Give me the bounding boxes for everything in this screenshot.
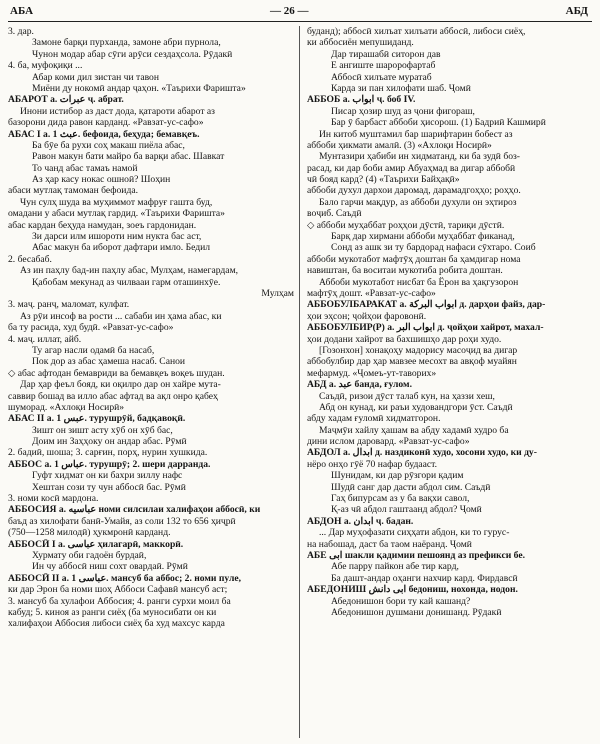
text-line: АБДОН а. ابدان ҷ. бадан. xyxy=(307,515,414,527)
text-line: аббобулбир дар ҳар мавзее месохт ва авқоф муайян xyxy=(307,356,517,368)
text-line: АБЕ ابی шакли қадимии пешоянд аз префикси бе. xyxy=(307,549,525,561)
text-line: 3. номи косӣ мардона. xyxy=(8,493,99,505)
text-line: Абедонишон душмани донишанд. Рӯдакӣ xyxy=(331,606,502,618)
text-line: АБДОЛ а. ابدال д. наздиконӣ худо, хосони худо, ки ду- xyxy=(307,447,537,459)
text-line: абду хадам ғуломӣ хидматгорон. xyxy=(307,413,441,425)
text-line: Миёни ду нокомӣ андар ҷаҳон. «Таърихи Фаришта» xyxy=(32,82,246,94)
text-line: нёро онҳо гӯё 70 нафар будааст. xyxy=(307,458,437,470)
text-line: АББОСӢ I а. عباسی ҳилагарӣ, маккорӣ. xyxy=(8,538,184,550)
text-line: аббоби ҳикмати амалӣ. (3) «Ахлоқи Носирӣ» xyxy=(307,139,492,151)
text-line: 2. бесабаб. xyxy=(8,253,52,265)
text-line: Қабобам мекунад аз чилвааи гарм оташинхӯе. xyxy=(32,276,221,288)
text-line: Аз рӯи инсоф ва рости ... сабаби ин ҳама абас, ки xyxy=(20,310,222,322)
text-line: Аз ин паҳлу бад-ин паҳлу абас, Мулҳам, намегардам, xyxy=(20,265,239,277)
text-line: расад, ки дар боби амир Абуаҳмад ва дигар аббобӣ xyxy=(307,162,516,174)
text-line: халифаҳои Аббосия либоси сиёҳ ба худ махсус карда xyxy=(8,618,225,630)
header-rule xyxy=(8,21,592,22)
text-line: ҳои эҳсон; ҷойҳои фаровонӣ. xyxy=(307,310,427,322)
text-line: Аббосӣ хилъате муратаб xyxy=(331,71,432,83)
text-line: Аз ҳар касу нокас ошноӣ? Шоҳин xyxy=(32,174,171,186)
right-column xyxy=(307,26,593,618)
text-line: Доим ин Заҳҳоку он андар абас. Рӯмӣ xyxy=(32,436,187,448)
text-line: (750—1258 милодӣ) ҳукмронӣ карданд. xyxy=(8,527,171,539)
text-line: буданд); аббосӣ хилъат хилъати аббосӣ, либоси сиёҳ, xyxy=(307,26,526,37)
text-line: То чанд абас тамаъ намой xyxy=(32,162,138,174)
text-line: Мулҳам xyxy=(261,287,294,299)
text-line: абаси мутлақ тамоман бефоида. xyxy=(8,185,138,197)
text-line: Писар ҳозир шуд аз ҷони фигораш, xyxy=(331,105,475,117)
text-line: Хештан сози ту чун аббосӣ бас. Рӯмӣ xyxy=(32,481,186,493)
text-line: Ба бӯе ба рухи соҳ макаш пиёла абас, xyxy=(32,139,185,151)
header-right-guide-word: АБД xyxy=(565,5,588,17)
text-line: кабуд; 5. киноя аз ранги сиёҳ (ба муносибати он ки xyxy=(8,606,217,618)
header-left-guide-word: АБА xyxy=(10,5,34,17)
text-line: навиштан, ба воситаи мукотиба робита доштан. xyxy=(307,265,503,277)
text-line: саввир бошад ва илло абас афтад ва ақл онро қабеҳ xyxy=(8,390,218,402)
text-line: ◇ абас афтодан бемавриди ва бемавқеъ воқеъ шудан. xyxy=(8,367,225,379)
text-line: АББОСИЯ а. عباسیه номи силсилаи халифаҳои аббосӣ, ки xyxy=(8,504,261,516)
text-line: ... Дар муҳофазати сиҳҳати абдон, ки то гурус- xyxy=(319,527,510,539)
text-line: Бар ӯ барбаст аббоби ҳисорош. (1) Бадриӣ Кашмирӣ xyxy=(331,117,546,129)
page-number: — 26 — xyxy=(270,5,309,17)
text-line: АБАС II а. عبس 1. турушрӯй, бадқавоқӣ. xyxy=(8,413,186,425)
text-line: Замоне барқи пурханда, замоне абри пурнола, xyxy=(32,37,221,49)
left-column xyxy=(8,26,294,630)
text-line: АББОБУЛБАРАКАТ а. ابواب البركة д. дарҳои файз, дар- xyxy=(307,299,546,311)
text-line: Абедонишон бори ту кай кашанд? xyxy=(331,595,471,607)
text-line: Карда зи пан хилофати шаб. Ҷомӣ xyxy=(331,82,471,94)
column-divider xyxy=(299,26,300,738)
text-line: Абар коми дил зистан чи тавон xyxy=(32,71,159,83)
text-line: Ин китоб муштамил бар шарифтарин бобест аз xyxy=(319,128,513,140)
text-line: аббоби духул дархои даромад, дарамадгоҳҳо; роҳҳо. xyxy=(307,185,521,197)
text-line: Абе парру пайкон абе тир кард, xyxy=(331,561,459,573)
text-line: Маҷмӯи хайлу ҳашам ва абду хадамӣ худро ба xyxy=(319,424,509,436)
text-line: Хурмату оби гадоён бурдаӣ, xyxy=(32,549,147,561)
text-line: Чун сулҳ шуда ва муҳиммот мафруғ гашта буд, xyxy=(20,196,213,208)
text-line: Зи дарси илм ишороти ним нукта бас аст, xyxy=(32,231,202,243)
text-line: чӣ бояд кард? (4) «Таърихи Байҳақӣ» xyxy=(307,174,460,186)
text-line: 2. бадиӣ, шоша; 3. сарғин, порҳ, нурин хушкида. xyxy=(8,447,208,459)
text-line: 3. мансуб ба хулафои Аббосия; 4. ранги сурхи моил ба xyxy=(8,595,231,607)
text-line: омадани у абаси мутлақ гардид. «Таърихи Фаришта» xyxy=(8,208,225,220)
text-line: ки дар Эрон ба номи шоҳ Аббоси Сафавӣ мансуб аст; xyxy=(8,584,228,596)
text-line: Ба дашт-андар оҳанги нахчир кард. Фирдавсӣ xyxy=(331,572,518,584)
text-line: АБЕДОНИШ ابی دانش бедониш, нохонда, нодон. xyxy=(307,584,518,596)
text-line: Гуфт хидмат он ки бахри зиллу нафс xyxy=(32,470,183,482)
text-line: Гаҳ бипурсам аз у ба вақхи савол, xyxy=(331,493,470,505)
text-line: на набошад, даст ба таом наёранд. Ҷомӣ xyxy=(307,538,472,550)
text-line: Мунтазири ҳабиби ин хидматанд, ки ба зудӣ боз- xyxy=(319,151,520,163)
text-line: Бало гарчи мақдур, аз аббоби духули он эҳтироз xyxy=(319,196,517,208)
text-line: Шунидам, ки дар рӯзгори қадим xyxy=(331,470,464,482)
text-line: АББОБ а. ابواب ҷ. боб IV. xyxy=(307,94,416,106)
text-line: ◇ аббоби муҳаббат роҳҳои дӯстӣ, тариқи дӯстӣ. xyxy=(307,219,505,231)
text-line: Дар ҳар феъл бояд, ки оқилро дар он хайре мута- xyxy=(20,379,221,391)
text-line: дини ислом даровард. «Равзат-ус-сафо» xyxy=(307,436,470,448)
text-line: абас кардан беҳуда намудан, зоеъ гардонидан. xyxy=(8,219,197,231)
text-line: Шудӣ санг дар дасти абдол сим. Саъдӣ xyxy=(331,481,491,493)
text-line: Абд он кунад, ки раъи худовандгори ӯст. Саъдӣ xyxy=(319,401,513,413)
text-line: АБД а. عبد банда, ғулом. xyxy=(307,379,412,391)
page-header xyxy=(0,5,600,19)
text-line: АББОС а. عباس 1. турушрӯ; 2. шери дарранда. xyxy=(8,458,211,470)
text-line: мафтӯҳ дошт. «Равзат-ус-сафо» xyxy=(307,287,436,299)
text-line: ба ту расида, худ будӣ. «Равзат-ус-сафо» xyxy=(8,322,174,334)
text-line: 3. маҷ. ранҷ, маломат, кулфат. xyxy=(8,299,130,311)
text-line: аббоби мукотабот мафтӯҳ доштан ба ҳамдигар нома xyxy=(307,253,521,265)
text-line: Абас макун ба иборот дафтари имло. Бедил xyxy=(32,242,211,254)
text-line: Саъдӣ, ризои дӯст талаб кун, на ҳаззи хеш, xyxy=(319,390,495,402)
text-line: Сонд аз ашк зи ту бардорад нафаси сӯхтаро. Соиб xyxy=(331,242,536,254)
text-line: Қ-аз чӣ абдол гаштаанд абдол? Ҷомӣ xyxy=(331,504,482,516)
text-line: шуморад. «Ахлоқи Носирӣ» xyxy=(8,401,125,413)
text-line: Инони истибор аз даст дода, қатарoти абарот аз xyxy=(20,105,215,117)
text-line: Ин чу аббосӣ ниш сохт овардаӣ. Рӯмӣ xyxy=(32,561,188,573)
text-line: мефармуд. «Ҷомеъ-ут-таворих» xyxy=(307,367,437,379)
text-line: АББОСӢ II а. عباسی 1. мансуб ба аббос; 2. номи пуле, xyxy=(8,572,241,584)
text-line: Равон макун бати майро ба варқи абас. Шавкат xyxy=(32,151,225,163)
text-line: баъд аз хилофати банӣ-Умайя, аз соли 132 то 656 ҳиҷрӣ xyxy=(8,515,236,527)
text-line: Ту агар насли одамӣ ба насаб, xyxy=(32,344,155,356)
text-line: ки аббосиён мепушиданд. xyxy=(307,37,414,49)
text-line: Чунон модар абар сӯги арӯси сездаҳсола. Рӯдакӣ xyxy=(32,48,233,60)
text-line: Зишт он зишт асту хӯб он хӯб бас, xyxy=(32,424,173,436)
text-line: Пок дор аз абас ҳамеша насаб. Санои xyxy=(32,356,186,368)
text-line: Дар тирашабӣ ситорон дав xyxy=(331,48,441,60)
text-line: 4. маҷ. иллат, айб. xyxy=(8,333,82,345)
text-line: воҷиб. Саъдӣ xyxy=(307,208,362,220)
text-line: АБАС I а. عبث 1. бефоида, беҳуда; бемавқеъ. xyxy=(8,128,200,140)
text-line: Аббоби мукотабот нисбат ба Ёрон ва ҳақгузорон xyxy=(319,276,519,288)
text-line: 4. ба, муфоқиқи ... xyxy=(8,60,83,72)
text-line: Барқ дар хирмани аббоби муҳаббат фиканад, xyxy=(331,231,515,243)
text-line: базорони дида равон карданд. «Равзат-ус-сафо» xyxy=(8,117,204,129)
text-line: АБАРОТ а. عبرات ҷ. абрат. xyxy=(8,94,124,106)
text-line: 3. дар. xyxy=(8,26,34,37)
text-line: [Гозонхон] хонақоҳу мадорису масоҷид ва дигар xyxy=(319,344,518,356)
text-line: ҳои додани хайрот ва бахшишҳо дар роҳи худо. xyxy=(307,333,502,345)
text-line: Е ангиште шаророфартаб xyxy=(331,60,436,72)
text-line: АББОБУЛБИР(Р) а. ابواب البر д. ҷойҳои хайрот, махал- xyxy=(307,322,544,334)
